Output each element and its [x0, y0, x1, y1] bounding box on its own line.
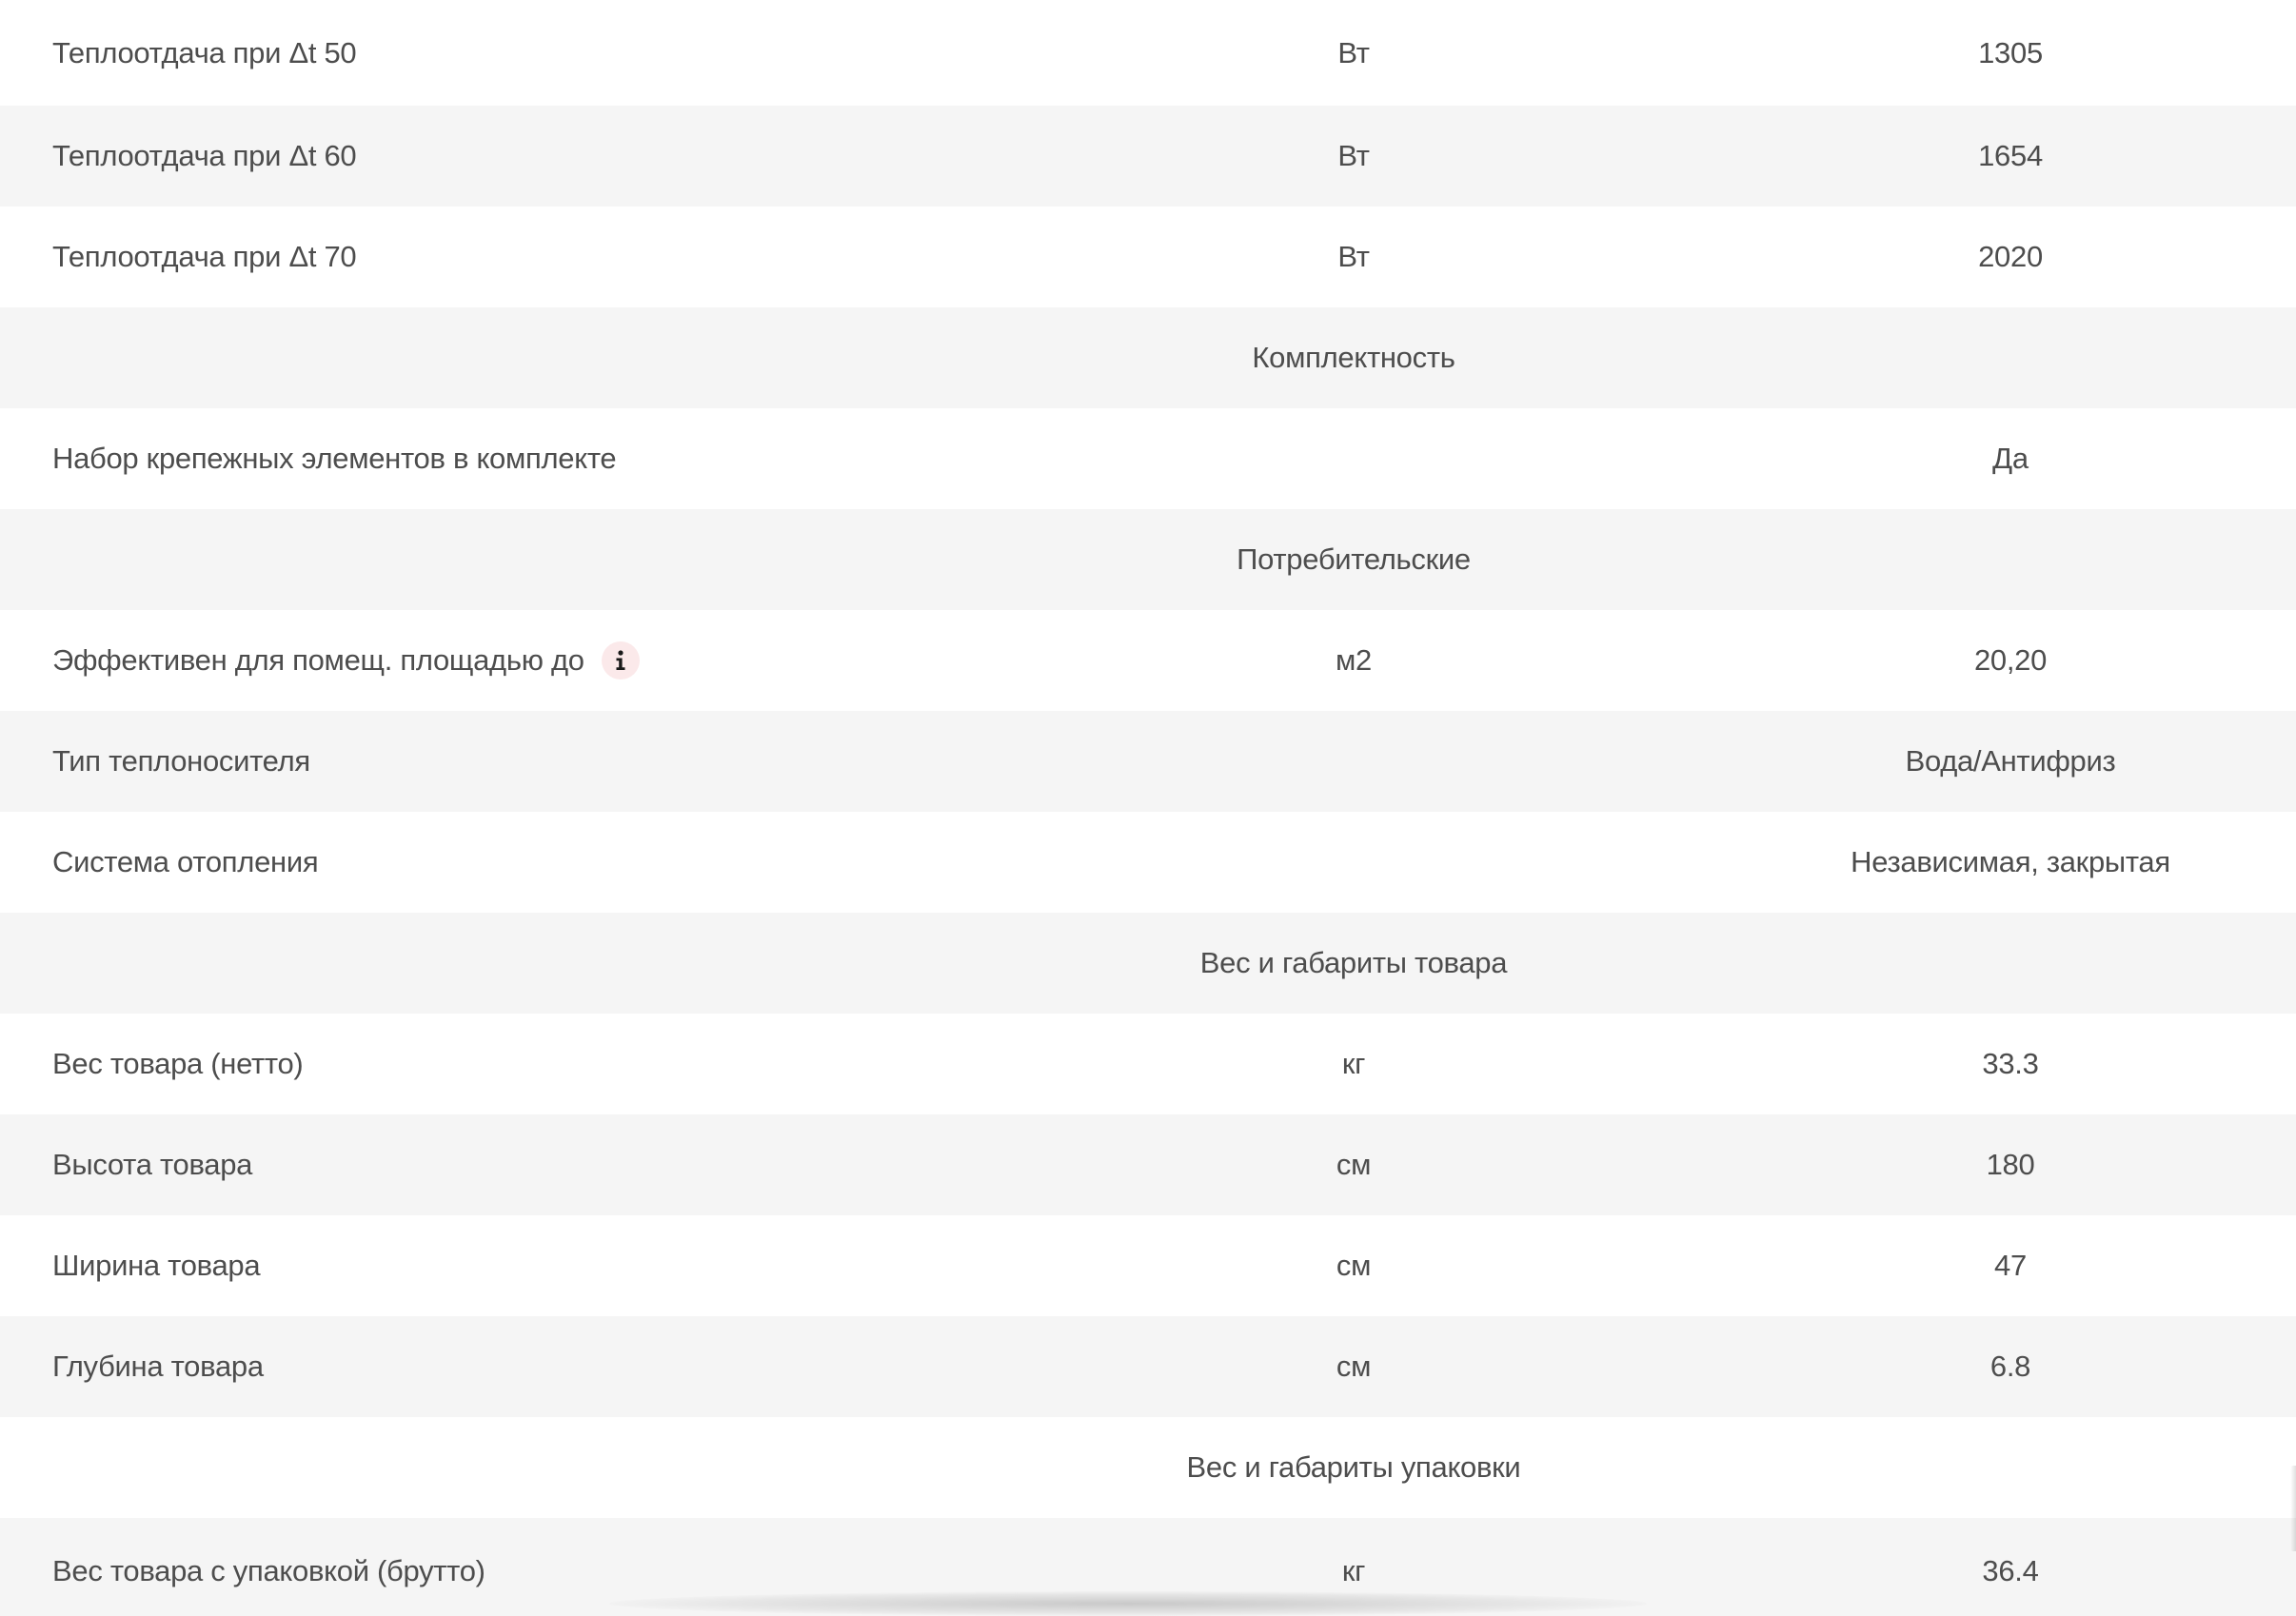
- spec-row: [0, 106, 2296, 207]
- spec-row: [0, 1316, 2296, 1417]
- spec-name: Вес товара с упаковкой (брутто): [52, 1553, 485, 1587]
- spec-name: Теплоотдача при Δt 70: [52, 240, 357, 273]
- section-title: Вес и габариты упаковки: [1186, 1450, 1521, 1484]
- spec-row: [0, 207, 2296, 307]
- spec-name: Набор крепежных элементов в комплекте: [52, 442, 617, 475]
- section-header-row: [0, 1417, 2296, 1518]
- spec-name: Система отопления: [52, 845, 319, 878]
- spec-value: 2020: [1978, 240, 2043, 273]
- spec-unit: кг: [1341, 1047, 1366, 1080]
- spec-name-label: Эффективен для помещ. площадью до: [52, 643, 584, 677]
- spec-row: [0, 1014, 2296, 1114]
- spec-value: 33.3: [1982, 1047, 2039, 1080]
- spec-name: Высота товара: [52, 1148, 253, 1181]
- spec-value: 47: [1994, 1249, 2027, 1282]
- spec-value: 180: [1986, 1148, 2035, 1181]
- spec-value: Вода/Антифриз: [1905, 744, 2116, 778]
- spec-value: 6.8: [1989, 1350, 2031, 1383]
- spec-unit: см: [1336, 1350, 1372, 1383]
- spec-value: 20,20: [1973, 643, 2048, 677]
- spec-row: [0, 812, 2296, 913]
- spec-unit: Вт: [1337, 240, 1370, 273]
- scrollbar-edge[interactable]: [2290, 1466, 2296, 1551]
- spec-unit: см: [1336, 1148, 1372, 1181]
- spec-unit: кг: [1341, 1553, 1366, 1587]
- section-title: Потребительские: [1237, 542, 1471, 576]
- section-header-row: [0, 509, 2296, 610]
- spec-name-with-info: [52, 641, 640, 680]
- spec-row: [0, 610, 2296, 711]
- spec-value: Да: [1992, 442, 2029, 475]
- section-header-row: [0, 307, 2296, 408]
- spec-row: [0, 1518, 2296, 1616]
- info-icon[interactable]: [602, 641, 640, 680]
- info-glyph: [614, 650, 627, 671]
- spec-name: Глубина товара: [52, 1350, 264, 1383]
- spec-row: [0, 1114, 2296, 1215]
- spec-row: [0, 408, 2296, 509]
- spec-unit: Вт: [1337, 139, 1370, 172]
- spec-row: [0, 711, 2296, 812]
- section-header-row: [0, 913, 2296, 1014]
- spec-unit: м2: [1336, 643, 1372, 677]
- spec-value: 1305: [1978, 35, 2043, 69]
- spec-name: Ширина товара: [52, 1249, 261, 1282]
- section-title: Вес и габариты товара: [1199, 946, 1508, 979]
- spec-unit: Вт: [1337, 35, 1370, 69]
- spec-value: 36.4: [1982, 1553, 2039, 1587]
- spec-value: Независимая, закрытая: [1851, 845, 2170, 878]
- section-title: Комплектность: [1252, 341, 1455, 374]
- spec-name: Теплоотдача при Δt 50: [52, 35, 357, 69]
- spec-unit: см: [1336, 1249, 1372, 1282]
- spec-row: [0, 0, 2296, 106]
- spec-row: [0, 1215, 2296, 1316]
- spec-value: 1654: [1978, 139, 2043, 172]
- spec-name: Вес товара (нетто): [52, 1047, 304, 1080]
- spec-name: Тип теплоносителя: [52, 744, 310, 778]
- spec-name: Теплоотдача при Δt 60: [52, 139, 357, 172]
